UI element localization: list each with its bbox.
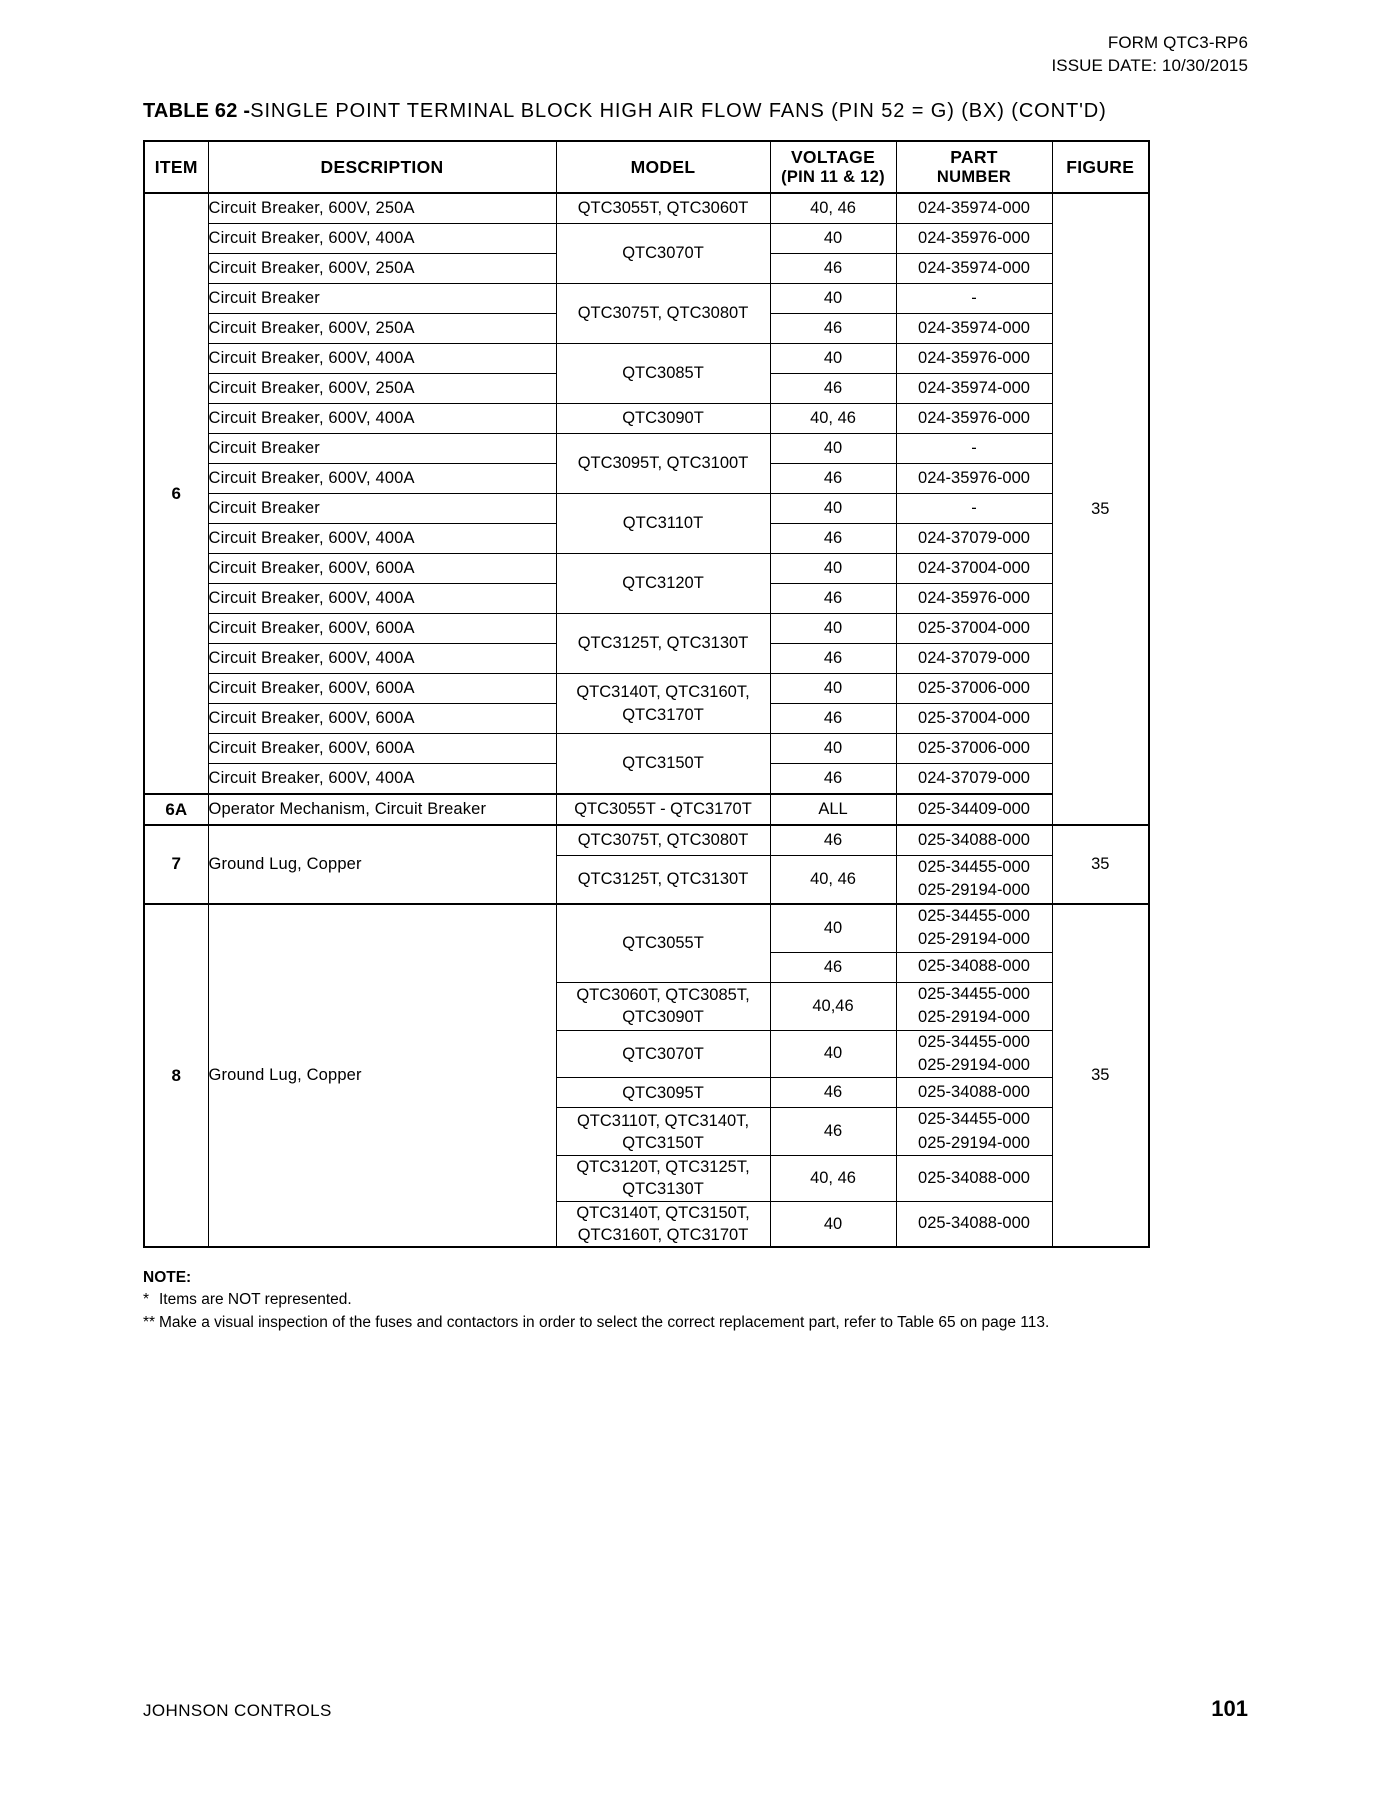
cell-model-line: QTC3055T - QTC3170T: [574, 800, 752, 819]
cell-model-line: QTC3075T, QTC3080T: [577, 831, 749, 850]
cell-part-number-line: 024-35976-000: [918, 228, 1030, 247]
cell-voltage-line: 40, 46: [810, 1168, 856, 1187]
cell-voltage-line: 46: [823, 1083, 843, 1102]
cell-description: [208, 794, 556, 825]
cell-part-number: [896, 584, 1052, 614]
cell-model: [556, 1078, 770, 1108]
cell-voltage: [770, 856, 896, 904]
cell-part-number: [896, 904, 1052, 952]
cell-description: [208, 404, 556, 434]
table-row: [144, 193, 1149, 224]
cell-description: [208, 764, 556, 795]
cell-part-number: [896, 314, 1052, 344]
cell-voltage-line: 46: [823, 1122, 843, 1141]
cell-part-number-line: 024-35976-000: [918, 588, 1030, 607]
cell-part-number-line: 024-35976-000: [918, 468, 1030, 487]
cell-voltage-line: 40,46: [812, 996, 854, 1015]
cell-voltage-line: 40: [823, 1044, 843, 1063]
cell-voltage-line: 40, 46: [810, 199, 856, 217]
cell-part-number-line: 025-37004-000: [918, 618, 1030, 637]
cell-voltage: [770, 284, 896, 314]
column-header-figure: FIGURE: [1052, 141, 1149, 193]
cell-voltage: [770, 1108, 896, 1156]
table-row: [144, 224, 1149, 254]
cell-description: [208, 644, 556, 674]
cell-part-number-line: 024-35976-000: [918, 348, 1030, 367]
cell-voltage: [770, 193, 896, 224]
cell-part-number-line: 024-35974-000: [918, 378, 1030, 397]
cell-voltage: [770, 794, 896, 825]
cell-part-number-line: 025-29194-000: [918, 1008, 1030, 1027]
cell-voltage: [770, 1156, 896, 1202]
parts-table: [143, 140, 1150, 1248]
cell-description-line: Circuit Breaker, 600V, 400A: [208, 409, 415, 427]
cell-part-number-line: -: [971, 288, 977, 307]
cell-description-line: Circuit Breaker: [208, 289, 320, 307]
cell-part-number: [896, 674, 1052, 704]
form-number: FORM QTC3-RP6: [1107, 33, 1248, 52]
cell-part-number-line: 025-34455-000: [918, 1110, 1030, 1129]
column-header-voltage: [770, 141, 896, 193]
cell-model-line: QTC3075T, QTC3080T: [577, 304, 749, 323]
cell-model: [556, 224, 770, 284]
cell-voltage: [770, 1030, 896, 1078]
notes-title: NOTE:: [143, 1269, 192, 1286]
cell-description: [208, 434, 556, 464]
cell-voltage-line: 40, 46: [810, 409, 856, 427]
cell-part-number: [896, 1108, 1052, 1156]
table-row: [144, 674, 1149, 704]
cell-description-line: Circuit Breaker, 600V, 250A: [208, 199, 415, 217]
cell-part-number: [896, 856, 1052, 904]
cell-item-line: 8: [171, 1065, 181, 1085]
table-row: [144, 614, 1149, 644]
cell-part-number: [896, 734, 1052, 764]
cell-description: [208, 254, 556, 284]
cell-model: [556, 856, 770, 904]
cell-model-line: QTC3125T, QTC3130T: [577, 870, 749, 889]
cell-voltage: [770, 584, 896, 614]
cell-description: [208, 284, 556, 314]
cell-part-number: [896, 764, 1052, 795]
table-row: [144, 344, 1149, 374]
cell-voltage: [770, 674, 896, 704]
cell-voltage-line: 40: [823, 289, 843, 307]
cell-description-line: Circuit Breaker, 600V, 400A: [208, 769, 415, 787]
cell-part-number: [896, 344, 1052, 374]
cell-model: [556, 794, 770, 825]
cell-model-line: QTC3125T, QTC3130T: [577, 634, 749, 653]
cell-part-number: [896, 825, 1052, 856]
cell-model: [556, 1156, 770, 1202]
cell-part-number-line: 024-37079-000: [918, 768, 1030, 787]
cell-description-line: Circuit Breaker: [208, 439, 320, 457]
cell-voltage: [770, 825, 896, 856]
parts-table-container: [143, 140, 1148, 1248]
cell-voltage-line: 40: [823, 559, 843, 577]
table-title: SINGLE POINT TERMINAL BLOCK HIGH AIR FLOW FANS (PIN 52 = G) (BX) (CONT'D): [250, 100, 1107, 122]
cell-voltage-line: 46: [823, 769, 843, 787]
cell-item: [144, 904, 208, 1247]
cell-voltage: [770, 434, 896, 464]
note-text: Make a visual inspection of the fuses and contactors in order to select the correct replacement part, refer to Table 65 on page 113.: [159, 1313, 1050, 1331]
column-header-description: DESCRIPTION: [208, 141, 556, 193]
cell-voltage: [770, 404, 896, 434]
cell-description-line: Circuit Breaker, 600V, 250A: [208, 319, 415, 337]
cell-voltage-line: 46: [823, 831, 843, 849]
cell-item-line: 7: [171, 854, 181, 874]
cell-figure-line: 35: [1091, 854, 1110, 873]
cell-voltage: [770, 464, 896, 494]
cell-part-number: [896, 464, 1052, 494]
cell-part-number: [896, 952, 1052, 982]
cell-model: [556, 494, 770, 554]
cell-part-number-line: 025-34455-000: [918, 858, 1030, 876]
issue-date: ISSUE DATE: 10/30/2015: [1051, 55, 1248, 75]
column-header-item: ITEM: [144, 141, 208, 193]
cell-model: [556, 1201, 770, 1247]
cell-part-number-line: 024-35974-000: [918, 198, 1030, 217]
cell-description: [208, 734, 556, 764]
cell-model-line: QTC3090T: [622, 409, 704, 428]
cell-model-line: QTC3070T: [622, 1044, 704, 1063]
document-header: [1051, 32, 1248, 78]
cell-part-number-line: 024-37079-000: [918, 528, 1030, 547]
note-line: [143, 1289, 1193, 1311]
cell-part-number: [896, 704, 1052, 734]
cell-description: [208, 674, 556, 704]
table-row: [144, 904, 1149, 952]
cell-model: [556, 1108, 770, 1156]
cell-model-line: QTC3120T: [622, 574, 704, 593]
footer-brand: JOHNSON CONTROLS: [143, 1701, 332, 1720]
cell-part-number-line: 024-35976-000: [918, 408, 1030, 427]
cell-description-line: Circuit Breaker, 600V, 400A: [208, 589, 415, 607]
cell-part-number-line: -: [971, 498, 977, 517]
cell-part-number-line: 025-34455-000: [918, 984, 1030, 1003]
table-row: [144, 434, 1149, 464]
cell-model-line: QTC3055T: [622, 934, 704, 953]
cell-part-number-line: 024-37079-000: [918, 648, 1030, 667]
footer-page-number: 101: [1211, 1696, 1248, 1721]
cell-voltage: [770, 1078, 896, 1108]
cell-part-number: [896, 794, 1052, 825]
cell-model: [556, 904, 770, 982]
cell-voltage: [770, 614, 896, 644]
cell-description: [208, 344, 556, 374]
cell-description: [208, 224, 556, 254]
cell-part-number-line: 025-34088-000: [918, 1214, 1030, 1233]
cell-model: [556, 404, 770, 434]
cell-part-number-line: 025-34088-000: [918, 830, 1030, 849]
note-marker: **: [143, 1313, 156, 1331]
cell-description: [208, 554, 556, 584]
cell-description: [208, 464, 556, 494]
cell-voltage-line: 40: [823, 619, 843, 637]
cell-part-number-line: 025-29194-000: [918, 1055, 1030, 1074]
cell-voltage: [770, 374, 896, 404]
cell-figure: [1052, 193, 1149, 825]
cell-part-number: [896, 982, 1052, 1030]
cell-part-number-line: 025-37006-000: [918, 678, 1030, 697]
cell-description-line: Circuit Breaker: [208, 499, 320, 517]
table-row: [144, 494, 1149, 524]
cell-voltage: [770, 904, 896, 952]
cell-model: [556, 193, 770, 224]
table-caption: [143, 100, 1107, 123]
cell-voltage-line: 46: [823, 319, 843, 337]
cell-voltage: [770, 764, 896, 795]
cell-voltage-line: 40: [823, 1214, 843, 1233]
cell-part-number: [896, 494, 1052, 524]
cell-part-number-line: 025-29194-000: [918, 1133, 1030, 1152]
cell-part-number: [896, 554, 1052, 584]
cell-part-number: [896, 193, 1052, 224]
cell-part-number-line: 025-37006-000: [918, 738, 1030, 757]
cell-description: [208, 584, 556, 614]
cell-part-number: [896, 614, 1052, 644]
cell-figure-line: 35: [1091, 1066, 1110, 1085]
cell-voltage: [770, 734, 896, 764]
cell-voltage-line: 46: [823, 379, 843, 397]
cell-description-line: Ground Lug, Copper: [208, 1066, 362, 1085]
cell-description: [208, 524, 556, 554]
cell-part-number-line: 024-35974-000: [918, 318, 1030, 337]
cell-part-number-line: 025-34088-000: [918, 1168, 1030, 1187]
cell-description-line: Circuit Breaker, 600V, 600A: [208, 619, 415, 637]
cell-voltage-line: ALL: [818, 800, 848, 818]
cell-description-line: Circuit Breaker, 600V, 400A: [208, 529, 415, 547]
cell-voltage-line: 46: [823, 649, 843, 667]
cell-voltage-line: 40: [823, 499, 843, 517]
cell-voltage-line: 46: [823, 957, 843, 976]
cell-part-number: [896, 1078, 1052, 1108]
cell-part-number-line: 025-29194-000: [918, 881, 1030, 900]
cell-part-number: [896, 284, 1052, 314]
cell-description: [208, 314, 556, 344]
cell-voltage-line: 40: [823, 739, 843, 757]
column-header-part-number: [896, 141, 1052, 193]
cell-part-number-line: 024-35974-000: [918, 258, 1030, 277]
cell-description-line: Circuit Breaker, 600V, 600A: [208, 679, 415, 697]
table-row: [144, 825, 1149, 856]
cell-part-number: [896, 1030, 1052, 1078]
column-header-voltage-main: VOLTAGE: [790, 146, 876, 167]
cell-description-line: Circuit Breaker, 600V, 600A: [208, 709, 415, 727]
cell-model: [556, 554, 770, 614]
cell-model: [556, 734, 770, 795]
cell-voltage: [770, 344, 896, 374]
column-header-model: MODEL: [556, 141, 770, 193]
cell-figure: [1052, 904, 1149, 1247]
cell-description: [208, 614, 556, 644]
cell-description-line: Circuit Breaker, 600V, 400A: [208, 349, 415, 367]
cell-description-line: Circuit Breaker, 600V, 400A: [208, 649, 415, 667]
cell-part-number-line: 025-37004-000: [918, 708, 1030, 727]
cell-voltage-line: 40, 46: [810, 869, 856, 888]
cell-model: [556, 434, 770, 494]
cell-item: [144, 193, 208, 794]
cell-model-line: QTC3055T, QTC3060T: [577, 199, 749, 218]
cell-model-line: QTC3110T, QTC3140T, QTC3150T: [576, 1111, 750, 1152]
cell-model: [556, 344, 770, 404]
cell-voltage-line: 46: [823, 529, 843, 547]
cell-part-number: [896, 434, 1052, 464]
cell-voltage-line: 40: [823, 349, 843, 367]
cell-model-line: QTC3140T, QTC3150T, QTC3160T, QTC3170T: [576, 1203, 750, 1245]
cell-model-line: QTC3120T, QTC3125T, QTC3130T: [576, 1158, 750, 1199]
cell-voltage-line: 40: [823, 918, 843, 937]
table-header-row: [144, 141, 1149, 193]
cell-description-line: Circuit Breaker, 600V, 250A: [208, 379, 415, 397]
cell-model-line: QTC3095T: [622, 1083, 704, 1102]
cell-voltage: [770, 1201, 896, 1247]
column-header-part-main: PART: [950, 146, 998, 167]
table-body: [144, 193, 1149, 1247]
cell-model: [556, 674, 770, 734]
cell-item-line: 6A: [165, 799, 188, 819]
table-row: [144, 284, 1149, 314]
table-number: TABLE 62 -: [143, 100, 251, 122]
cell-model-line: QTC3150T: [622, 754, 704, 773]
cell-description-line: Circuit Breaker, 600V, 400A: [208, 469, 415, 487]
cell-voltage-line: 40: [823, 229, 843, 247]
cell-part-number: [896, 1156, 1052, 1202]
cell-part-number: [896, 254, 1052, 284]
note-line: [143, 1312, 1193, 1334]
cell-model-line: QTC3060T, QTC3085T, QTC3090T: [576, 985, 750, 1027]
cell-voltage-line: 40: [823, 439, 843, 457]
cell-part-number: [896, 404, 1052, 434]
cell-part-number: [896, 374, 1052, 404]
cell-voltage: [770, 254, 896, 284]
cell-description-line: Circuit Breaker, 600V, 600A: [208, 559, 415, 577]
cell-description-line: Circuit Breaker, 600V, 250A: [208, 259, 415, 277]
cell-part-number-line: 025-34088-000: [918, 1083, 1030, 1102]
cell-description-line: Circuit Breaker, 600V, 600A: [208, 739, 415, 757]
cell-model: [556, 1030, 770, 1078]
cell-part-number-line: 025-34088-000: [918, 957, 1030, 976]
cell-part-number: [896, 524, 1052, 554]
cell-voltage: [770, 314, 896, 344]
table-row: [144, 554, 1149, 584]
cell-voltage: [770, 982, 896, 1030]
cell-description-line: Operator Mechanism, Circuit Breaker: [208, 800, 487, 818]
cell-part-number: [896, 1201, 1052, 1247]
cell-model: [556, 825, 770, 856]
cell-item-line: 6: [171, 483, 181, 503]
cell-voltage: [770, 554, 896, 584]
cell-part-number-line: 025-29194-000: [918, 930, 1030, 949]
cell-voltage: [770, 224, 896, 254]
table-row: [144, 734, 1149, 764]
note-text: Items are NOT represented.: [159, 1291, 352, 1309]
column-header-voltage-sub: (PIN 11 & 12): [781, 167, 885, 186]
cell-description-line: Circuit Breaker, 600V, 400A: [208, 229, 415, 247]
cell-voltage: [770, 704, 896, 734]
cell-part-number-line: 024-37004-000: [918, 558, 1030, 577]
cell-voltage-line: 40: [823, 679, 843, 697]
cell-voltage: [770, 644, 896, 674]
cell-voltage-line: 46: [823, 589, 843, 607]
notes-block: [143, 1267, 1193, 1334]
cell-description: [208, 704, 556, 734]
cell-model-line: QTC3085T: [622, 364, 704, 383]
cell-description: [208, 494, 556, 524]
cell-voltage-line: 46: [823, 709, 843, 727]
cell-part-number-line: 025-34455-000: [918, 906, 1030, 925]
table-row: [144, 404, 1149, 434]
cell-model: [556, 982, 770, 1030]
cell-model-line: QTC3095T, QTC3100T: [577, 454, 749, 473]
cell-model: [556, 614, 770, 674]
cell-model-line: QTC3140T, QTC3160T, QTC3170T: [576, 683, 750, 724]
cell-voltage: [770, 494, 896, 524]
cell-description: [208, 374, 556, 404]
cell-part-number-line: 025-34409-000: [918, 799, 1030, 818]
cell-part-number: [896, 224, 1052, 254]
cell-description: [208, 904, 556, 1247]
cell-description: [208, 193, 556, 224]
cell-item: [144, 825, 208, 904]
cell-voltage-line: 46: [823, 469, 843, 487]
cell-part-number-line: -: [971, 438, 977, 457]
cell-description: [208, 825, 556, 904]
cell-voltage-line: 46: [823, 259, 843, 277]
table-row: [144, 794, 1149, 825]
note-marker: *: [143, 1291, 150, 1309]
cell-voltage: [770, 524, 896, 554]
cell-description-line: Ground Lug, Copper: [208, 854, 362, 873]
cell-model: [556, 284, 770, 344]
cell-part-number-line: 025-34455-000: [918, 1032, 1030, 1051]
cell-figure-line: 35: [1091, 499, 1110, 518]
cell-item: [144, 794, 208, 825]
cell-model-line: QTC3070T: [622, 244, 704, 263]
column-header-part-sub: NUMBER: [936, 167, 1012, 186]
cell-voltage: [770, 952, 896, 982]
cell-figure: [1052, 825, 1149, 904]
cell-model-line: QTC3110T: [622, 514, 704, 533]
cell-part-number: [896, 644, 1052, 674]
